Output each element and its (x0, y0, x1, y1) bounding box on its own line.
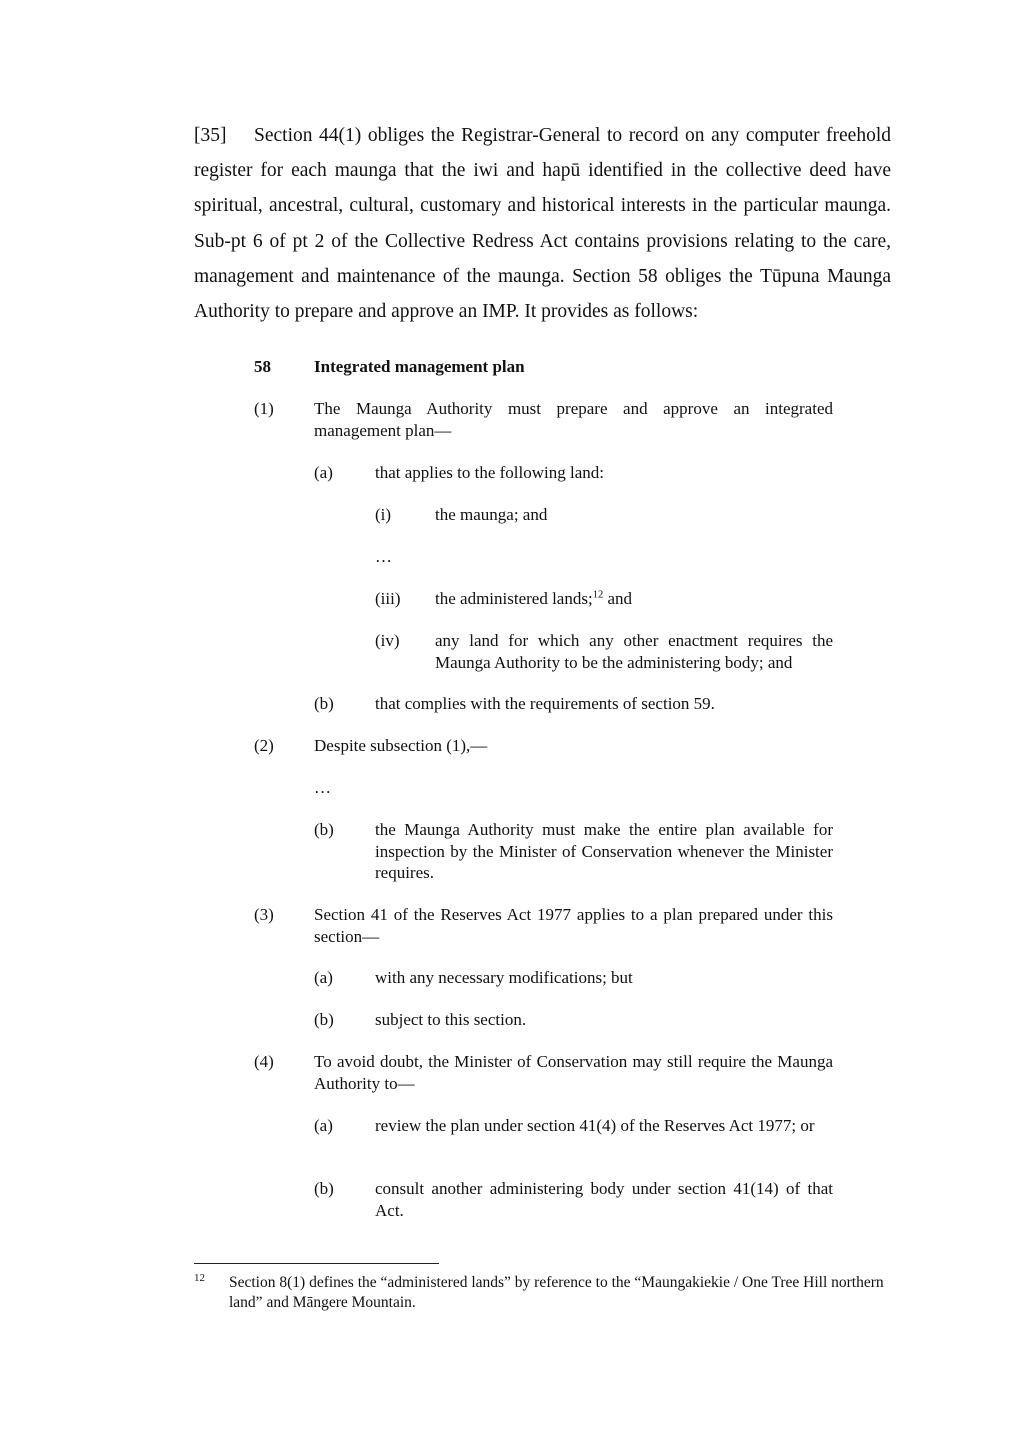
subsection-4-b-number: (b) (314, 1179, 334, 1198)
footnote-reference: 12 (592, 589, 604, 601)
footnote-separator (194, 1263, 439, 1264)
omission-ellipsis: … (314, 778, 331, 797)
subsection-1-text: The Maunga Authority must prepare and approve an integrated management plan— (314, 399, 833, 440)
omission-ellipsis: … (375, 547, 392, 566)
subsection-2-b-text: the Maunga Authority must make the entire plan available for inspection by the Minister of Conservation whenever the Minister requires. (375, 820, 833, 882)
subsection-3-text: Section 41 of the Reserves Act 1977 applies to a plan prepared under this section— (314, 905, 833, 946)
subsection-3-b-number: (b) (314, 1010, 334, 1029)
subsection-4-a-text: review the plan under section 41(4) of the Reserves Act 1977; or (375, 1116, 815, 1135)
subsection-1-a-iii-number: (iii) (375, 589, 401, 608)
subsection-3-number: (3) (254, 905, 274, 924)
subsection-1-a-number: (a) (314, 463, 333, 482)
subsection-3-a-number: (a) (314, 968, 333, 987)
subsection-4-number: (4) (254, 1052, 274, 1071)
subsection-1-a-i-number: (i) (375, 505, 392, 524)
paragraph-text: Section 44(1) obliges the Registrar-General to record on any computer freehold register for each maunga that the iwi and hapū identified in the collective deed have spiritual, ancestral, cultural, customary and historical interests in the particular maunga. Sub-pt 6 of pt 2 of the Collective Redress Act contains provisions relating to the care, management and maintenance of the maunga. Section 58 obliges the Tūpuna Maunga Authority to prepare and approve an IMP. It provides as follows: (194, 125, 891, 323)
subsection-4-b-text: consult another administering body under section 41(14) of that Act. (375, 1179, 833, 1220)
subsection-1-number: (1) (254, 399, 274, 418)
subsection-1-b-number: (b) (314, 694, 334, 713)
subsection-1-a-iii-conjunction: and (603, 589, 633, 608)
subsection-4-text: To avoid doubt, the Minister of Conservation may still require the Maunga Authority to— (314, 1052, 833, 1093)
subsection-1-a-iv-text: any land for which any other enactment requires the Maunga Authority to be the administering body; and (435, 631, 833, 672)
subsection-1-b-text: that complies with the requirements of section 59. (375, 694, 715, 713)
subsection-4-a-number: (a) (314, 1116, 333, 1135)
paragraph-number: [35] (194, 125, 227, 146)
subsection-3-a-text: with any necessary modifications; but (375, 968, 633, 987)
subsection-1-a-i-text: the maunga; and (435, 505, 548, 524)
subsection-1-a-iv-number: (iv) (375, 631, 400, 650)
footnote-text: Section 8(1) defines the “administered lands” by reference to the “Maungakiekie / One Tree Hill northern land” and Māngere Mountain. (229, 1274, 884, 1311)
section-number: 58 (254, 357, 271, 376)
footnote-number: 12 (194, 1272, 205, 1284)
section-title: Integrated management plan (314, 357, 525, 376)
subsection-1-a-text: that applies to the following land: (375, 463, 604, 482)
subsection-1-a-iii-text (435, 588, 833, 610)
subsection-2-b-number: (b) (314, 820, 334, 839)
subsection-1-a-iii-body: the administered lands; (435, 589, 593, 608)
subsection-2-text: Despite subsection (1),— (314, 736, 488, 755)
subsection-2-number: (2) (254, 736, 274, 755)
paragraph-35 (194, 118, 891, 329)
subsection-3-b-text: subject to this section. (375, 1010, 527, 1029)
